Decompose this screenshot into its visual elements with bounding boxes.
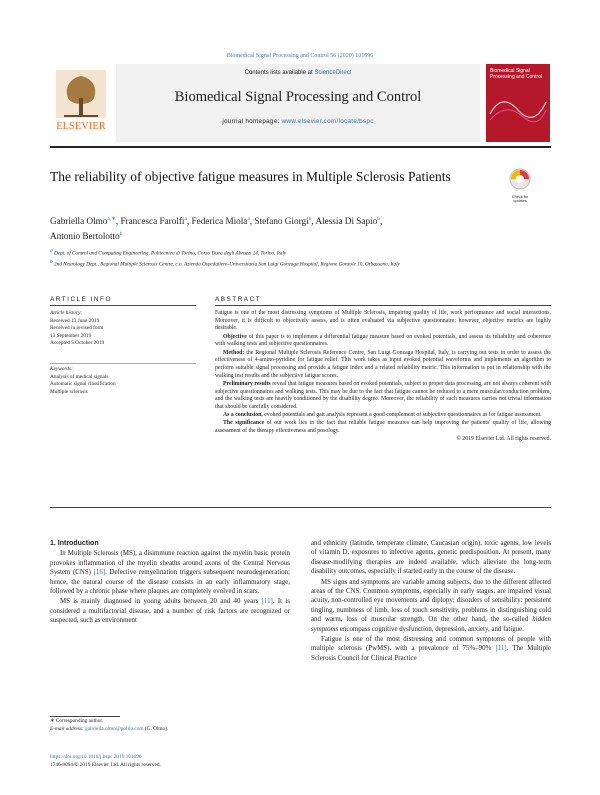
author-name: Federica Miola xyxy=(191,216,248,227)
footnote xyxy=(50,718,290,733)
corresponding-author-note: ∗ Corresponding author. xyxy=(50,718,104,724)
journal-info-box xyxy=(116,64,480,142)
abstract-text: of our work lies in the fact that reliable fatigue measures can help improving the patients' quality of life, allowing assessment of the therapy effectiveness and posology. xyxy=(215,420,551,435)
footnote-rule xyxy=(50,716,120,717)
email-link[interactable]: gabriella.olmo@polito.com xyxy=(85,725,144,732)
body-text: Fatigue is one of the most distressing and common symptoms of people with multiple sclerosis (PwMS), with a prevalence of 75%–90% xyxy=(311,636,551,653)
article-history xyxy=(50,310,196,348)
body-paragraph xyxy=(50,549,290,596)
abstract-body xyxy=(215,310,551,444)
keyword: Analysis of medical signals xyxy=(50,373,109,380)
author[interactable] xyxy=(254,216,315,226)
body-text: . The Multiple Sclerosis Council for Clinical Practice xyxy=(311,645,551,662)
affiliation xyxy=(50,247,530,258)
abstract-rule xyxy=(215,305,551,306)
abstract-heading: ABSTRACT xyxy=(215,296,262,303)
homepage-line xyxy=(116,118,480,125)
crossmark-icon xyxy=(508,168,532,190)
author[interactable] xyxy=(192,216,255,226)
citation-link[interactable]: [11] xyxy=(495,645,507,653)
body-text: encompass cognitive dysfunction, depression, anxiety, and fatigue. xyxy=(338,625,524,633)
header-rule xyxy=(50,146,551,148)
cover-graphic xyxy=(486,84,550,124)
citation-link[interactable]: [16] xyxy=(93,569,106,577)
journal-title: Biomedical Signal Processing and Control xyxy=(174,89,422,105)
emphasis-text: hidden symptoms xyxy=(311,616,551,633)
author-affil-mark: a xyxy=(247,216,250,222)
author-name: Gabriella Olmo xyxy=(50,216,108,227)
citation-link[interactable]: [11] xyxy=(261,598,273,606)
homepage-prefix: journal homepage: xyxy=(222,118,280,125)
history-item: 13 September 2019 xyxy=(50,332,92,339)
body-column-right xyxy=(311,539,551,663)
homepage-link[interactable]: www.elsevier.com/locate/bspc xyxy=(281,118,374,125)
body-text: In Multiple Sclerosis (MS), a disimmune reaction against the myelin basic protein provokes inflammation of the myelin sheaths around axons of the Central Nervous System (CNS) xyxy=(50,550,290,577)
abstract-paragraph xyxy=(215,334,551,349)
author-affil-mark: a,∗ xyxy=(107,216,116,222)
body-text: . Defective remyelination triggers subsequent neurodegeneration; hence, the natural course of the disease consists in an early inflammatory stage, followed by a chronic phase where plaques are completely evolved in scars. xyxy=(50,569,290,596)
author-name: Alessia Di Sapio xyxy=(315,216,378,227)
journal-header xyxy=(50,64,551,142)
abstract-text: reveal that fatigue measures based on evoked potentials, subject to proper data processing, are not always coherent with subjective questionnaires and walking tests. This may be due to the fact that fatigue cannot be reduced to a mere muscular/conduction problem, and the walking tests are heavily conditioned by the disability degree. Moreover, the reliability of such measures carries not trivial information that should be carefully considered. xyxy=(215,380,551,410)
author-separator: , xyxy=(249,216,255,227)
body-text: . It is considered a multifactorial disease, and a number of risk factors are recognized or suspected, such as environment xyxy=(50,598,290,625)
crossmark-label: Check for updates xyxy=(511,195,529,203)
body-paragraph xyxy=(311,578,551,634)
body-column-left xyxy=(50,539,290,626)
body-text: MS signs and symptoms are variable among subjects, due to the different affected areas of the CNS. Common symptoms, especially in early stages, are impaired visual acuity, non-controlled eye movements and diplopy; disorders of sensibility: persistent tingling, numbness of limb, loss of touch sensitivity, problems in distinguishing cold and warm, loss of muscular strength. On the other hand, the so-called xyxy=(311,578,551,624)
abstract-label: Method: xyxy=(223,349,245,356)
history-item: Accepted 5 October 2019 xyxy=(50,340,105,347)
article-title: The reliability of objective fatigue measures in Multiple Sclerosis Patients xyxy=(50,169,451,184)
body-text: MS is mainly diagnosed in young adults between 20 and 40 years xyxy=(60,598,262,606)
abstract-paragraph xyxy=(215,381,551,412)
email-line xyxy=(50,726,290,734)
abstract-paragraph xyxy=(215,420,551,435)
author[interactable] xyxy=(50,216,120,226)
article-footer xyxy=(50,754,350,769)
author-affil-mark: b xyxy=(377,216,380,222)
article-info-rule xyxy=(50,305,196,306)
history-item: Received 13 June 2019 xyxy=(50,317,100,324)
affiliation-mark: b xyxy=(50,258,53,265)
author-list xyxy=(50,213,520,242)
history-item: Received in revised form xyxy=(50,325,104,332)
doi-link[interactable]: https://doi.org/10.1016/j.bspc.2019.101696 xyxy=(50,754,142,760)
article-info-heading: ARTICLE INFO xyxy=(50,296,112,303)
abstract-text: of this paper is to implement a differential fatigue measure based on evoked potentials, and assess its reliability and coherence with walking tests and subjective questionnaires. xyxy=(215,333,551,348)
author-separator: , xyxy=(186,216,192,227)
keyword: Automatic signal classification xyxy=(50,381,116,388)
abstract-label: The significance xyxy=(223,420,265,427)
journal-cover[interactable] xyxy=(486,64,550,142)
author-name: Antonio Bertolotto xyxy=(50,230,120,241)
abstract-label: Preliminary results xyxy=(223,380,271,387)
body-paragraph xyxy=(50,597,290,625)
elsevier-logo xyxy=(50,66,112,136)
keywords xyxy=(50,366,196,396)
author-separator: , xyxy=(379,216,383,227)
author-affil-mark: b xyxy=(308,216,312,222)
cover-title: Biomedical Signal Processing and Control xyxy=(490,68,542,80)
contents-line xyxy=(116,70,480,76)
issn-line: 1746-8094/© 2019 Elsevier Ltd. All rights reserved. xyxy=(50,761,161,768)
author-affil-mark: a xyxy=(184,216,187,222)
abstract-paragraph: Fatigue is one of the most distressing symptoms of Multiple Sclerosis, impairing quality of life, work performance and social interactions. Moreover, it is difficult to objectively assess, and is often evaluated via subjective questionnaire; however, objective metrics are highly desirable. xyxy=(215,310,551,332)
elsevier-tree-icon xyxy=(50,66,112,136)
contents-prefix: Contents lists available at xyxy=(244,70,313,76)
keywords-rule xyxy=(50,363,196,364)
section-heading: 1. Introduction xyxy=(50,540,99,547)
affiliation-mark: a xyxy=(50,248,53,254)
email-label: E-mail address: xyxy=(50,725,84,732)
body-paragraph: and ethnicity (latitude, temperate climate, Caucasian origin), toxic agents, low levels of vitamin D, exposures to infective agents, genetic predisposition. At present, many disease-modifying therapies are indeed available, which alleviate the long-term disability outcomes, especially if started early in the course of the disease. xyxy=(311,540,551,576)
author-name: Stefano Giorgi xyxy=(254,216,309,227)
body-paragraph xyxy=(311,635,551,663)
abstract-paragraph xyxy=(215,350,551,381)
email-suffix: (G. Olmo). xyxy=(143,725,169,732)
check-for-updates-badge[interactable] xyxy=(508,168,532,203)
affiliation-text: 2nd Neurology Dept., Regional Multiple Sclerosis Centre, c.o. Azienda Ospedaliero-Universitaria San Luigi Gonzaga Hospital, Regione Gonzole 10, Orbassano, Italy xyxy=(54,261,400,268)
affiliation xyxy=(50,258,530,269)
abstract-paragraph xyxy=(215,412,551,420)
author[interactable] xyxy=(50,231,122,241)
journal-reference[interactable]: Biomedical Signal Processing and Control 56 (2020) 101696 xyxy=(226,53,374,59)
author[interactable] xyxy=(315,216,382,226)
abstract-text: evoked potentials and gait analysis represent a good complement of subjective questionnaires as for fatigue assessment. xyxy=(262,412,542,419)
publisher-name: ELSEVIER xyxy=(56,121,106,132)
sciencedirect-link[interactable]: ScienceDirect xyxy=(314,70,352,76)
abstract-label: As a conclusion, xyxy=(223,412,263,419)
author-name: Francesca Farolfi xyxy=(120,216,185,227)
history-label: Article history: xyxy=(50,310,83,316)
affiliation-text: Dept. of Control and Computing Engineering, Politecnico di Torino, Corso Duca degli Abruzzi 24, Torino, Italy xyxy=(54,250,287,257)
keyword: Multiple sclerosis xyxy=(50,388,88,395)
author[interactable] xyxy=(120,216,191,226)
author-affil-mark: b xyxy=(119,230,123,237)
abstract-label: Objective xyxy=(223,333,247,340)
keywords-label: Keywords: xyxy=(50,366,73,372)
abstract-text: the Regional Multiple Sclerosis Reference Centre, San Luigi Gonzaga Hospital, Italy, is carrying out tests in order to assess the effectiveness of 4-amino-pyridine for fatigue relief. This work takes as input evoked potential waveforms and implements an algorithm to perform suitable signal processing and provide a fatigue index and a related reliability metric. This information is put in relationship with the walking test results and the subjective fatigue scores. xyxy=(215,349,551,379)
section-rule xyxy=(50,507,551,508)
author-separator: , xyxy=(115,216,121,227)
affiliations xyxy=(50,247,530,268)
author-separator: , xyxy=(311,216,316,227)
copyright: © 2019 Elsevier Ltd. All rights reserved. xyxy=(456,436,551,443)
